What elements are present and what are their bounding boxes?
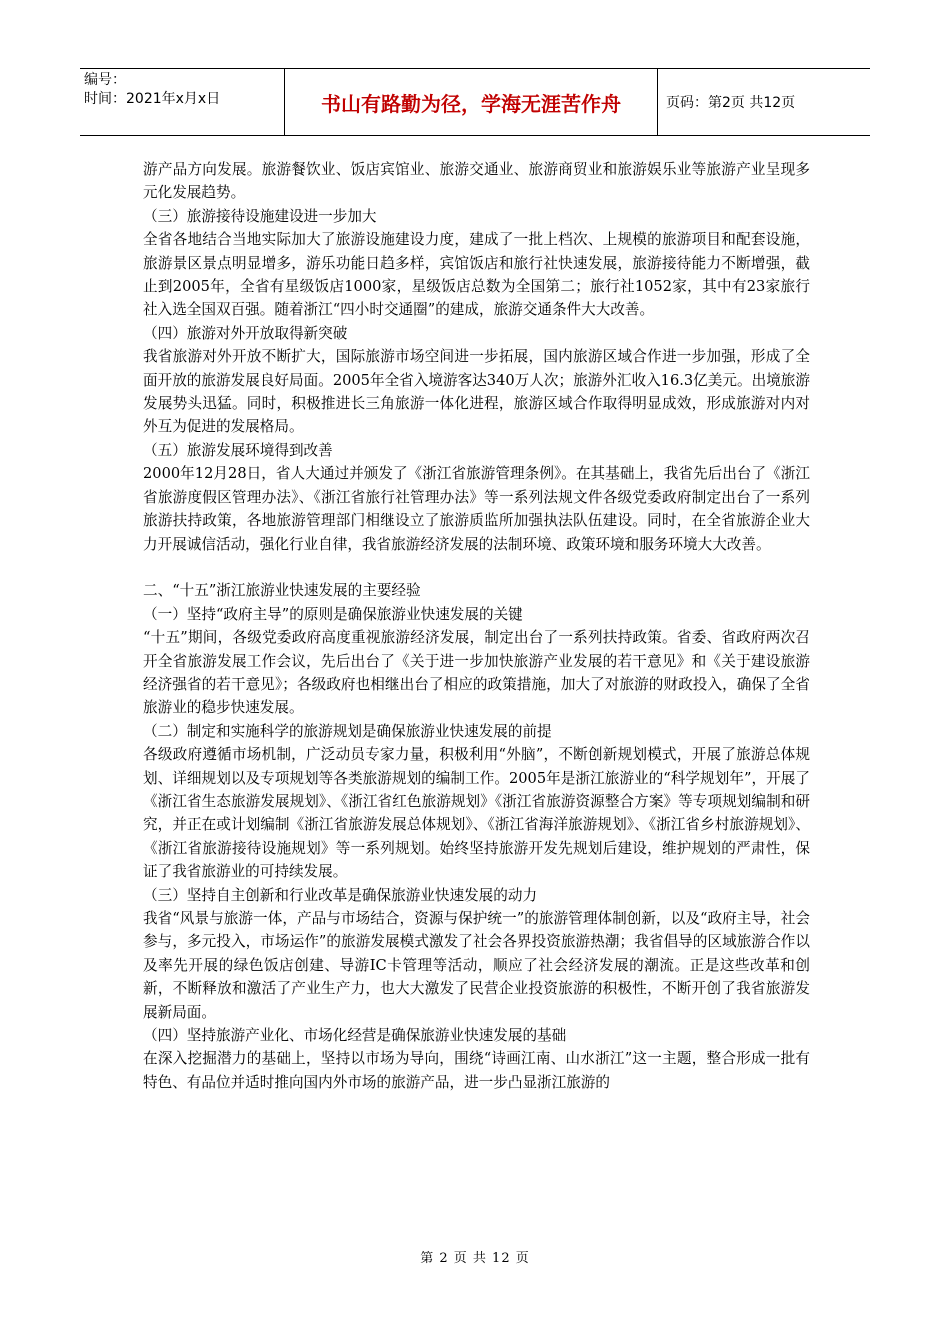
section-heading: （三）坚持自主创新和行业改革是确保旅游业快速发展的动力 [143,886,538,904]
header-meta [80,69,285,135]
section-heading: （四）坚持旅游产业化、市场化经营是确保旅游业快速发展的基础 [143,1027,567,1045]
paragraph: 游产品方向发展。旅游餐饮业、饭店宾馆业、旅游交通业、旅游商贸业和旅游娱乐业等旅游产业呈现多元化发展趋势。 [143,161,810,202]
paragraph: “十五”期间，各级党委政府高度重视旅游经济发展，制定出台了一系列扶持政策。省委、省政府两次召开全省旅游发展工作会议，先后出台了《关于进一步加快旅游产业发展的若干意见》和《关于建设旅游经济强省的若干意见》；各级政府也相继出台了相应的政策措施，加大了对旅游的财政投入，确保了全省旅游业的稳步快速发展。 [143,629,810,717]
paragraph: 2000年12月28日，省人大通过并颁发了《浙江省旅游管理条例》。在其基础上，我省先后出台了《浙江省旅游度假区管理办法》、《浙江省旅行社管理办法》等一系列法规文件各级党委政府制定出台了一系列旅游扶持政策，各地旅游管理部门相继设立了旅游质监所加强执法队伍建设。同时，在全省旅游企业大力开展诚信活动，强化行业自律，我省旅游经济发展的法制环境、政策环境和服务环境大大改善。 [143,465,810,553]
paragraph: 我省旅游对外开放不断扩大，国际旅游市场空间进一步拓展，国内旅游区域合作进一步加强，形成了全面开放的旅游发展良好局面。2005年全省入境游客达340万人次；旅游外汇收入16.3亿美元。出境旅游发展势头迅猛。同时，积极推进长三角旅游一体化进程，旅游区域合作取得明显成效，形成旅游对内对外互为促进的发展格局。 [143,348,810,436]
chapter-heading: 二、“十五”浙江旅游业快速发展的主要经验 [143,582,421,600]
section-heading: （三）旅游接待设施建设进一步加大 [143,207,377,225]
document-body [143,158,810,1094]
serial-label: 编号： [84,72,126,88]
section-heading: （二）制定和实施科学的旅游规划是确保旅游业快速发展的前提 [143,722,552,740]
page-header [80,68,870,136]
paragraph: 在深入挖掘潜力的基础上，坚持以市场为导向，围绕“诗画江南、山水浙江”这一主题，整合形成一批有特色、有品位并适时推向国内外市场的旅游产品，进一步凸显浙江旅游的 [143,1050,810,1091]
header-motto: 书山有路勤为径，学海无涯苦作舟 [285,69,658,135]
page-footer: 第 2 页 共 12 页 [420,1251,530,1266]
paragraph: 各级政府遵循市场机制，广泛动员专家力量，积极利用“外脑”，不断创新规划模式，开展了旅游总体规划、详细规划以及专项规划等各类旅游规划的编制工作。2005年是浙江旅游业的“科学规划年”，开展了《浙江省生态旅游发展规划》、《浙江省红色旅游规划》《浙江省旅游资源整合方案》等专项规划编制和研究，并正在或计划编制《浙江省旅游发展总体规划》、《浙江省海洋旅游规划》、《浙江省乡村旅游规划》、《浙江省旅游接待设施规划》等一系列规划。始终坚持旅游开发先规划后建设，维护规划的严肃性，保证了我省旅游业的可持续发展。 [143,746,810,881]
paragraph: 全省各地结合当地实际加大了旅游设施建设力度，建成了一批上档次、上规模的旅游项目和配套设施，旅游景区景点明显增多，游乐功能日趋多样，宾馆饭店和旅行社快速发展，旅游接待能力不断增强，截止到2005年，全省有星级饭店1000家，星级饭店总数为全国第二；旅行社1052家，其中有23家旅行社入选全国双百强。随着浙江“四小时交通圈”的建成，旅游交通条件大大改善。 [143,231,810,319]
section-heading: （五）旅游发展环境得到改善 [143,441,333,459]
paragraph: 我省“风景与旅游一体，产品与市场结合，资源与保护统一”的旅游管理体制创新，以及“政府主导，社会参与，多元投入，市场运作”的旅游发展模式激发了社会各界投资旅游热潮；我省倡导的区域旅游合作以及率先开展的绿色饭店创建、导游IC卡管理等活动，顺应了社会经济发展的潮流。正是这些改革和创新，不断释放和激活了产业生产力，也大大激发了民营企业投资旅游的积极性，不断开创了我省旅游发展新局面。 [143,909,810,1021]
header-page-number: 页码：第2页 共12页 [666,95,796,111]
section-heading: （四）旅游对外开放取得新突破 [143,324,348,342]
section-heading: （一）坚持“政府主导”的原则是确保旅游业快速发展的关键 [143,605,523,623]
time-label: 时间：2021年x月x日 [84,91,221,107]
blank-line [143,556,810,579]
